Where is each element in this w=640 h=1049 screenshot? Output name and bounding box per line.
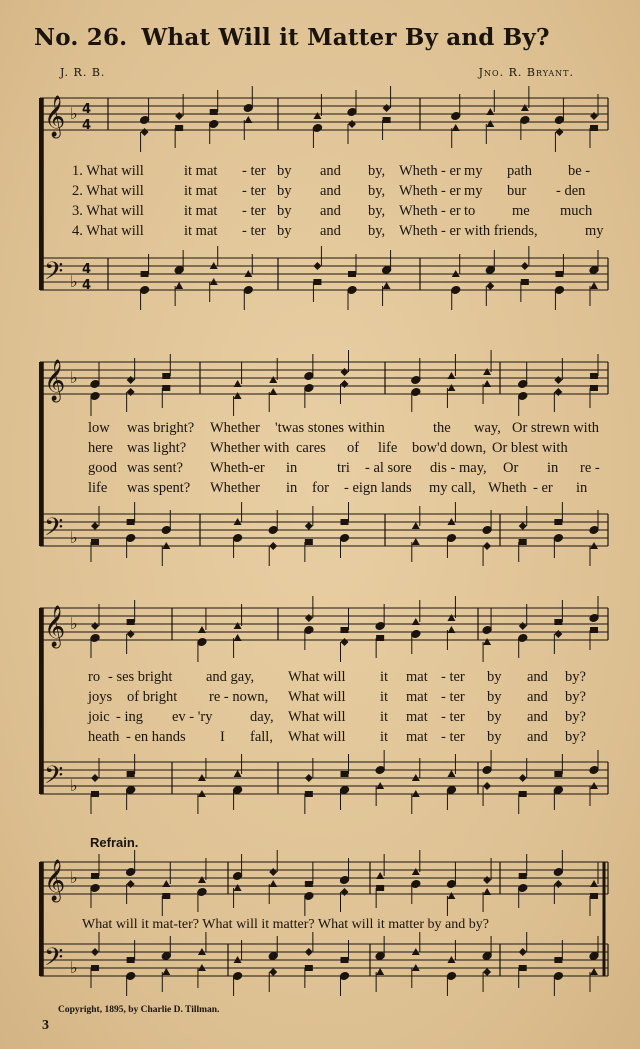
shape-note — [305, 774, 313, 782]
shape-note — [341, 627, 349, 633]
shape-note — [305, 539, 313, 545]
shape-note — [590, 125, 598, 131]
hymn-title-text: What Will it Matter By and By? — [141, 24, 550, 51]
shape-note — [519, 539, 527, 545]
lyric-word: dis - may, — [430, 460, 487, 476]
lyric-word: Or — [503, 460, 519, 476]
lyric-word: low — [88, 420, 110, 436]
lyric-word: - er with friends, — [441, 223, 538, 239]
verse-4-line — [88, 478, 608, 498]
lyric-word: it mat — [184, 223, 218, 239]
lyric-word: - ter — [441, 709, 465, 725]
shape-note — [269, 880, 277, 887]
flat-sign: ♭ — [70, 368, 78, 387]
shape-note — [555, 128, 563, 136]
lyric-word: in — [547, 460, 559, 476]
lyric-word: 3. What will — [72, 203, 144, 219]
shape-note — [519, 522, 527, 530]
lyric-word: I — [220, 729, 225, 745]
clef: 𝄢 — [44, 513, 64, 548]
shape-note — [175, 125, 183, 131]
clef: 𝄞 — [44, 360, 66, 401]
clef: 𝄢 — [44, 761, 64, 796]
lyric-word: by? — [565, 669, 586, 685]
shape-note — [383, 117, 391, 123]
shape-note — [486, 120, 494, 127]
shape-note — [269, 968, 277, 976]
shape-note — [91, 948, 99, 956]
lyric-word: joys — [88, 689, 113, 705]
shape-note — [341, 957, 349, 963]
lyric-word: it — [380, 729, 389, 745]
lyric-word: and — [527, 669, 548, 685]
shape-note — [447, 614, 455, 621]
shape-note — [383, 282, 391, 289]
verse-4-line — [88, 727, 608, 747]
page-number: 3 — [42, 1018, 49, 1033]
shape-note — [244, 116, 252, 123]
refrain-lyric: What will it mat-ter? What will it matter? What will it matter by and by? — [82, 917, 489, 932]
lyric-word: - er — [441, 163, 461, 179]
shape-note — [590, 893, 598, 899]
lyric-word: - er — [441, 183, 461, 199]
system-3-lyrics — [88, 667, 608, 747]
shape-note — [162, 880, 170, 887]
shape-note — [198, 626, 206, 633]
lyric-word: in — [286, 460, 298, 476]
shape-note — [127, 519, 135, 525]
shape-note — [412, 618, 420, 625]
shape-note — [519, 774, 527, 782]
shape-note — [341, 638, 349, 646]
system-2-lyrics — [88, 418, 608, 498]
clef: 𝄞 — [44, 96, 66, 137]
lyric-word: of — [347, 440, 360, 456]
lyric-word: by, — [368, 163, 386, 179]
shape-note — [141, 128, 149, 136]
shape-note — [91, 791, 99, 797]
lyric-word: to — [464, 203, 476, 219]
shape-note — [234, 634, 242, 641]
shape-note — [521, 262, 529, 270]
shape-note — [590, 968, 598, 975]
flat-sign: ♭ — [70, 958, 78, 977]
shape-note — [305, 881, 313, 887]
lyric-word: me — [512, 203, 530, 219]
shape-note — [447, 626, 455, 633]
shape-note — [305, 965, 313, 971]
lyric-word: Wheth — [399, 183, 438, 199]
clef: 𝄢 — [44, 257, 64, 292]
lyric-word: cares — [296, 440, 326, 456]
shape-note — [234, 380, 242, 387]
shape-note — [554, 519, 562, 525]
lyric-word: it mat — [184, 163, 218, 179]
lyric-word: and — [320, 223, 341, 239]
shape-note — [234, 884, 242, 891]
shape-note — [234, 622, 242, 629]
shape-note — [348, 271, 356, 277]
shape-note — [412, 522, 420, 529]
shape-note — [486, 282, 494, 290]
lyric-word: day, — [250, 709, 274, 725]
copyright-notice: Copyright, 1895, by Charlie D. Tillman. — [58, 1005, 220, 1015]
shape-note — [341, 888, 349, 896]
lyric-word: be - — [568, 163, 591, 179]
lyric-word: path — [507, 163, 532, 179]
shape-note — [590, 385, 598, 391]
lyric-word: Or strewn with — [512, 420, 599, 436]
shape-note — [483, 380, 491, 387]
lyric-word: and — [527, 709, 548, 725]
shape-note — [554, 376, 562, 384]
time-signature: 4 — [82, 102, 92, 117]
shape-note — [383, 104, 391, 112]
shape-note — [210, 109, 218, 115]
lyric-word: was sent? — [127, 460, 183, 476]
time-signature: 4 — [82, 262, 92, 277]
time-signature: 4 — [82, 278, 92, 293]
lyric-word: life — [378, 440, 398, 456]
shape-note — [341, 519, 349, 525]
lyric-word: joic — [88, 709, 110, 725]
shape-note — [519, 965, 527, 971]
lyric-word: for — [312, 480, 329, 496]
shape-note — [91, 539, 99, 545]
verse-1-line — [72, 161, 612, 181]
shape-note — [376, 872, 384, 879]
lyric-word: by — [277, 183, 292, 199]
verse-2-line — [88, 438, 608, 458]
shape-note — [590, 112, 598, 120]
shape-note — [554, 771, 562, 777]
shape-note — [175, 112, 183, 120]
shape-note — [590, 880, 598, 887]
shape-note — [305, 948, 313, 956]
shape-note — [91, 965, 99, 971]
lyric-word: by — [277, 223, 292, 239]
shape-note — [127, 388, 135, 396]
shape-note — [483, 542, 491, 550]
shape-note — [313, 112, 321, 119]
shape-note — [590, 627, 598, 633]
clef: 𝄞 — [44, 606, 66, 647]
shape-note — [127, 619, 135, 625]
lyric-word: Wheth — [488, 480, 527, 496]
shape-note — [341, 368, 349, 376]
shape-note — [305, 522, 313, 530]
lyric-word: What will — [288, 669, 346, 685]
lyric-word: mat — [406, 729, 428, 745]
shape-note — [341, 380, 349, 388]
shape-note — [127, 880, 135, 888]
time-signature: 4 — [82, 118, 92, 133]
lyric-word: bur — [507, 183, 527, 199]
shape-note — [519, 873, 527, 879]
shape-note — [234, 392, 242, 399]
lyric-word: mat — [406, 669, 428, 685]
lyric-word: my — [585, 223, 604, 239]
lyric-word: and gay, — [206, 669, 255, 685]
lyric-word: - ses bright — [108, 669, 173, 685]
verse-1-line — [88, 418, 608, 438]
lyric-word: in — [286, 480, 298, 496]
lyric-word: was spent? — [127, 480, 191, 496]
flat-sign: ♭ — [70, 528, 78, 547]
lyric-word: by — [277, 163, 292, 179]
lyric-word: What will — [288, 729, 346, 745]
shape-note — [554, 619, 562, 625]
lyric-word: Or blest with — [492, 440, 568, 456]
lyric-word: by, — [368, 183, 386, 199]
flat-sign: ♭ — [70, 104, 78, 123]
shape-note — [162, 373, 170, 379]
lyric-word: was light? — [127, 440, 187, 456]
verse-2-line — [88, 687, 608, 707]
shape-note — [483, 782, 491, 790]
lyric-word: was bright? — [127, 420, 195, 436]
lyric-word: it — [380, 709, 389, 725]
lyric-word: - en hands — [126, 729, 186, 745]
lyric-word: Whether — [210, 420, 260, 436]
lyric-word: and — [527, 729, 548, 745]
lyric-word: fall, — [250, 729, 273, 745]
lyric-word: here — [88, 440, 113, 456]
lyric-word: by — [277, 203, 292, 219]
lyric-word: - ing — [116, 709, 143, 725]
lyric-word: good — [88, 460, 117, 476]
lyric-word: in — [576, 480, 588, 496]
shape-note — [127, 957, 135, 963]
lyric-word: 2. What will — [72, 183, 144, 199]
lyric-word: - al sore — [365, 460, 412, 476]
lyric-word: way, — [474, 420, 501, 436]
lyric-word: much — [560, 203, 593, 219]
lyric-word: - ter — [441, 689, 465, 705]
lyric-word: Whether with — [210, 440, 290, 456]
lyric-word: - er — [533, 480, 553, 496]
lyric-word: 1. What will — [72, 163, 144, 179]
lyric-word: by — [487, 729, 502, 745]
verse-1-line — [88, 667, 608, 687]
lyric-word: - ter — [441, 669, 465, 685]
lyric-word: - den — [556, 183, 586, 199]
shape-note — [127, 376, 135, 384]
shape-note — [305, 614, 313, 622]
lyric-word: by, — [368, 203, 386, 219]
shape-note — [519, 622, 527, 630]
shape-note — [162, 385, 170, 391]
lyric-word: by — [487, 669, 502, 685]
lyric-word: 4. What will — [72, 223, 144, 239]
shape-note — [554, 957, 562, 963]
lyric-word: - ter — [441, 729, 465, 745]
lyric-word: by? — [565, 709, 586, 725]
clef: 𝄢 — [44, 943, 64, 978]
lyric-word: it — [380, 669, 389, 685]
flat-sign: ♭ — [70, 776, 78, 795]
lyric-word: my call, — [429, 480, 476, 496]
shape-note — [590, 373, 598, 379]
shape-note — [412, 868, 420, 875]
shape-note — [91, 873, 99, 879]
lyric-word: re - — [580, 460, 600, 476]
shape-note — [269, 868, 277, 876]
lyric-word: 'twas stones within — [275, 420, 385, 436]
shape-note — [348, 120, 356, 128]
clef: 𝄞 — [44, 860, 66, 901]
shape-note — [447, 770, 455, 777]
shape-note — [175, 282, 183, 289]
shape-note — [141, 271, 149, 277]
lyric-word: mat — [406, 689, 428, 705]
shape-note — [162, 968, 170, 975]
lyricist-credit: J. R. B. — [60, 66, 106, 79]
shape-note — [91, 774, 99, 782]
lyric-word: and — [320, 183, 341, 199]
lyric-word: and — [320, 163, 341, 179]
shape-note — [483, 968, 491, 976]
flat-sign: ♭ — [70, 614, 78, 633]
shape-note — [452, 124, 460, 131]
shape-note — [447, 384, 455, 391]
verse-3-line — [88, 707, 608, 727]
lyric-word: Whether — [210, 480, 260, 496]
lyric-word: it mat — [184, 183, 218, 199]
lyric-word: Wheth — [399, 203, 438, 219]
lyric-word: by? — [565, 689, 586, 705]
shape-note — [313, 262, 321, 270]
refrain-label: Refrain. — [90, 835, 139, 850]
hymn-number: No. 26. — [34, 24, 128, 51]
lyric-word: my — [464, 183, 483, 199]
lyric-word: heath — [88, 729, 120, 745]
shape-note — [521, 279, 529, 285]
lyric-word: - er — [441, 203, 461, 219]
shape-note — [376, 885, 384, 891]
lyric-word: Wheth-er — [210, 460, 265, 476]
lyric-word: ro — [88, 669, 101, 685]
lyric-word: by? — [565, 729, 586, 745]
shape-note — [305, 791, 313, 797]
shape-note — [521, 104, 529, 111]
lyric-word: - ter — [242, 183, 266, 199]
shape-note — [554, 630, 562, 638]
lyric-word: of bright — [127, 689, 178, 705]
shape-note — [519, 791, 527, 797]
shape-note — [91, 522, 99, 530]
verse-2-line — [72, 181, 612, 201]
shape-note — [269, 542, 277, 550]
shape-note — [376, 968, 384, 975]
lyric-word: - ter — [242, 223, 266, 239]
lyric-word: ev - 'ry — [172, 709, 213, 725]
shape-note — [519, 948, 527, 956]
lyric-word: by, — [368, 223, 386, 239]
shape-note — [91, 622, 99, 630]
verse-3-line — [88, 458, 608, 478]
lyric-word: Wheth — [399, 223, 438, 239]
lyric-word: What will — [288, 689, 346, 705]
lyric-word: by — [487, 709, 502, 725]
verse-3-line — [72, 201, 612, 221]
lyric-word: it — [380, 689, 389, 705]
shape-note — [127, 771, 135, 777]
flat-sign: ♭ — [70, 272, 78, 291]
lyric-word: - ter — [242, 163, 266, 179]
lyric-word: and — [320, 203, 341, 219]
shape-note — [198, 876, 206, 883]
shape-note — [554, 388, 562, 396]
shape-note — [447, 892, 455, 899]
lyric-word: life — [88, 480, 108, 496]
shape-note — [483, 368, 491, 375]
shape-note — [376, 635, 384, 641]
lyric-word: my — [464, 163, 483, 179]
shape-note — [590, 282, 598, 289]
lyric-word: tri — [337, 460, 350, 476]
lyric-word: Wheth — [399, 163, 438, 179]
shape-note — [483, 876, 491, 884]
lyric-word: bow'd down, — [412, 440, 487, 456]
shape-note — [269, 388, 277, 395]
lyric-word: re - nown, — [209, 689, 269, 705]
lyric-word: by — [487, 689, 502, 705]
shape-note — [234, 770, 242, 777]
shape-note — [313, 279, 321, 285]
verse-4-line — [72, 221, 612, 241]
shape-note — [555, 271, 563, 277]
shape-note — [447, 372, 455, 379]
shape-note — [486, 108, 494, 115]
lyric-word: the — [433, 420, 451, 436]
lyric-word: it mat — [184, 203, 218, 219]
shape-note — [483, 888, 491, 895]
shape-note — [412, 538, 420, 545]
shape-note — [127, 630, 135, 638]
shape-note — [162, 893, 170, 899]
lyric-word: mat — [406, 709, 428, 725]
lyric-word: What will — [288, 709, 346, 725]
lyric-word: and — [527, 689, 548, 705]
flat-sign: ♭ — [70, 868, 78, 887]
composer-credit: Jno. R. Bryant. — [478, 66, 574, 79]
shape-note — [341, 771, 349, 777]
lyric-word: - eign lands — [344, 480, 412, 496]
shape-note — [554, 880, 562, 888]
shape-note — [269, 376, 277, 383]
lyric-word: - ter — [242, 203, 266, 219]
shape-note — [483, 638, 491, 645]
system-1-lyrics — [72, 161, 612, 241]
